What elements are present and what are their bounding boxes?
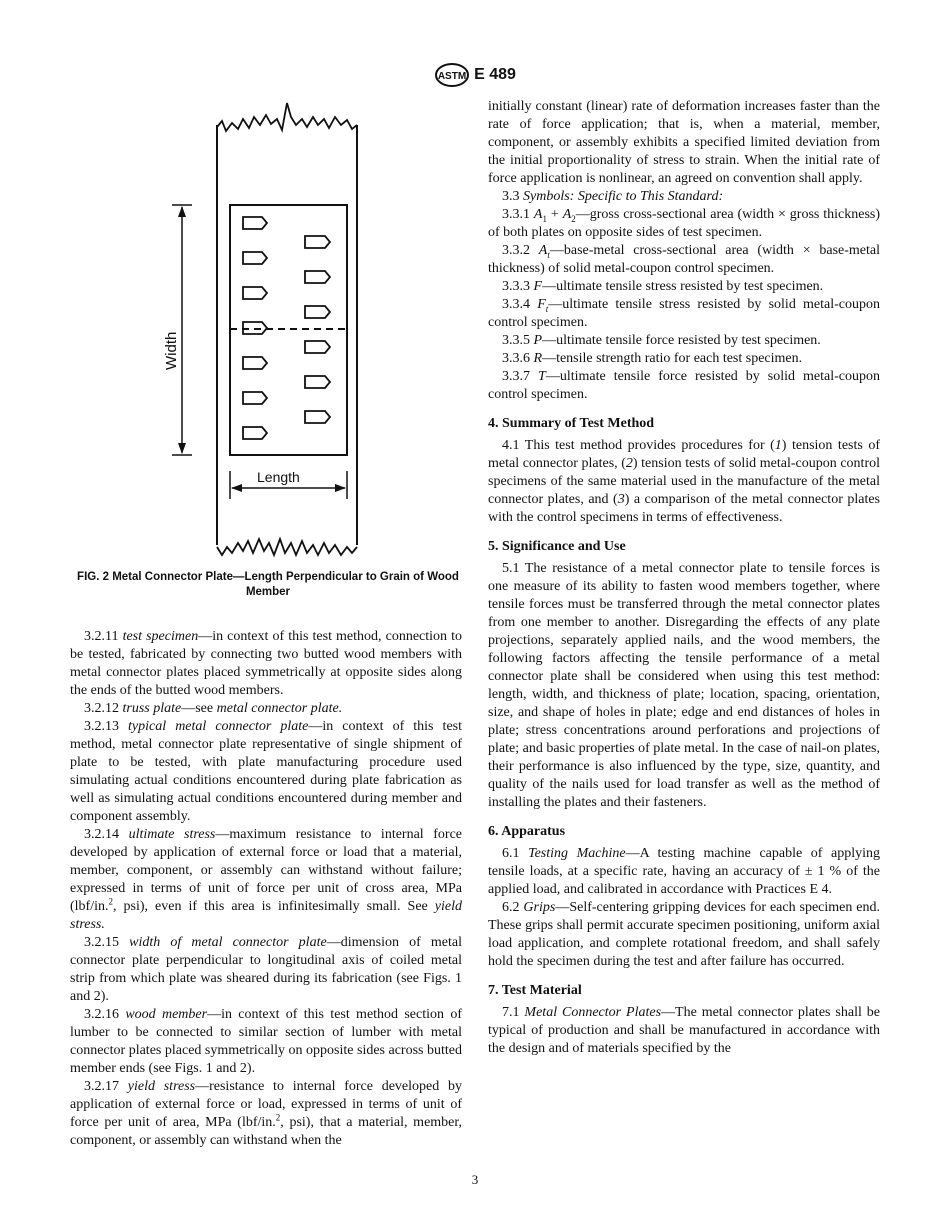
tooth [305,341,330,353]
figure-2-drawing [150,95,390,570]
tooth [243,217,267,229]
left-column [70,628,462,1150]
right-column [488,98,880,1058]
paragraph-6-2: 6.2 Grips—Self-centering gripping devices for each specimen end. These grips shall permit accurate specimen positioning, uniform axial load application, and complete rotational freedom, and shall safely hold the specimen during the test and after failure has occurred. [488,900,880,969]
tooth [243,392,267,404]
symbol-3-3-6: 3.3.6 R—tensile strength ratio for each test specimen. [502,351,803,366]
symbol-3-3-7: 3.3.7 T—ultimate tensile force resisted by solid metal-coupon control specimen. [488,369,881,402]
length-label: Length [257,469,300,485]
figure-caption: FIG. 2 Metal Connector Plate—Length Perpendicular to Grain of Wood Member [77,571,459,598]
definition-3-2-13: 3.2.13 typical metal connector plate—in context of this test method, metal connector plate representative of single shipment of plate to be tested, with plate manufacturing procedure used simulating actual conditions encountered during plate fabrication as well as simulating actual conditions encountered during member and component assembly. [70,719,462,824]
standard-number: E 489 [474,66,516,83]
definition-3-2-11: 3.2.11 test specimen—in context of this test method, connection to be tested, fabricated by connecting two butted wood members with metal connector plates placed symmetrically at opposite sides along the ends of the butted wood members. [70,629,463,698]
tooth [305,376,330,388]
paragraph-7-1: 7.1 Metal Connector Plates—The metal connector plates shall be typical of production and shall be manufactured in accordance with the design and of materials specified by the [488,1005,880,1056]
paragraph-4-1: 4.1 This test method provides procedures for (1) tension tests of metal connector plates, (2) tension tests of solid metal-coupon control specimens of the same material used in the manufacture of the metal connector plates, and (3) a comparison of the metal connector plates with the control specimens in terms of effectiveness. [488,438,881,525]
tooth [243,427,267,439]
section-heading-5: 5. Significance and Use [488,539,626,554]
paragraph-6-1: 6.1 Testing Machine—A testing machine capable of applying tensile loads, at a specific rate, having an accuracy of ± 1 % of the applied load, and calibrated in accordance with Practices E 4. [488,846,881,897]
definition-3-2-14: 3.2.14 ultimate stress—maximum resistance to internal force developed by application of external force or load that a material, member, component, or assembly can withstand without failure; expressed in terms of unit of force per unit of cross area, MPa (lbf/in.$^2$, psi), even if this area is infinitesimally small. See yield stress. [70,827,462,932]
symbol-3-3-4: 3.3.4 $F_t—ultimate$ tensile stress resisted by solid metal-coupon control specimen. [488,297,880,330]
tooth [305,236,330,248]
definition-3-2-16: 3.2.16 wood member—in context of this test method section of lumber to be connected to similar section of lumber with metal connector plates placed symmetrically on opposite sides across butted member ends (see Figs. 1 and 2). [70,1007,462,1076]
tooth [243,252,267,264]
symbol-3-3-1: 3.3.1 $A_1$ + $A_2—gross$ cross-sectional area (width × gross thickness) of both plates on opposite sides of test specimen. [488,207,881,240]
symbol-3-3-3: 3.3.3 F—ultimate tensile stress resisted by test specimen. [502,279,824,294]
symbol-3-3-2: 3.3.2 $A_t—base$-metal cross-sectional area (width × base-metal thickness) of solid metal-coupon control specimen. [488,243,881,276]
tooth [243,287,267,299]
astm-logo-icon [434,62,470,88]
definition-3-2-17: 3.2.17 yield stress—resistance to internal force developed by application of external force or load, expressed in terms of unit of force per unit of area, MPa (lbf/in.$^2$, psi), that a material, member, component, or assembly can withstand when the [70,1079,463,1148]
section-heading-4: 4. Summary of Test Method [488,416,655,431]
width-label: Width [163,331,180,370]
symbol-3-3-5: 3.3.5 P—ultimate tensile force resisted by test specimen. [502,333,821,348]
paragraph-5-1: 5.1 The resistance of a metal connector plate to tensile forces is one measure of its ability to fasten wood members together, where tensile forces must be transferred through the metal connector plates from one member to another. Disregarding the effects of any plate projections, separately applied nails, and the wood members, the following factors affecting the tensile performance of a metal connector plate shall be considered when using this test method: length, width, and thickness of plate; location, spacing, orientation, size, and shape of holes in plate; edge and end distances of holes in plate; stress concentrations around perforations and projections of plate; and basic properties of plate metal. In the case of nail-on plates, their performance is also influenced by the type, size, quantity, and quality of the nails used for load transfer as well as the method of installing the plates and their fasteners. [488,561,881,810]
tooth [243,357,267,369]
section-heading-6: 6. Apparatus [488,824,566,839]
tooth [305,306,330,318]
page-header [0,62,950,88]
definition-3-2-15: 3.2.15 width of metal connector plate—dimension of metal connector plate perpendicular to longitudinal axis of coiled metal strip from which plate was sheared during its fabrication (see Figs. 1 and 2). [70,935,463,1004]
definition-3-2-12: 3.2.12 truss plate—see metal connector plate. [84,701,343,716]
tooth [305,411,330,423]
section-3-3: 3.3 Symbols: Specific to This Standard: [502,189,724,204]
astm-logo-text: ASTM [437,71,467,82]
continued-paragraph: initially constant (linear) rate of deformation increases faster than the rate of force application; that is, when a material, member, component, or assembly exhibits a specified limited deviation from the initial proportionality of stress to strain. When the initial rate of force application is nonlinear, an agreed on convention shall apply. [488,99,880,186]
section-heading-7: 7. Test Material [488,983,582,998]
tooth [305,271,330,283]
page-number: 3 [471,1172,479,1187]
